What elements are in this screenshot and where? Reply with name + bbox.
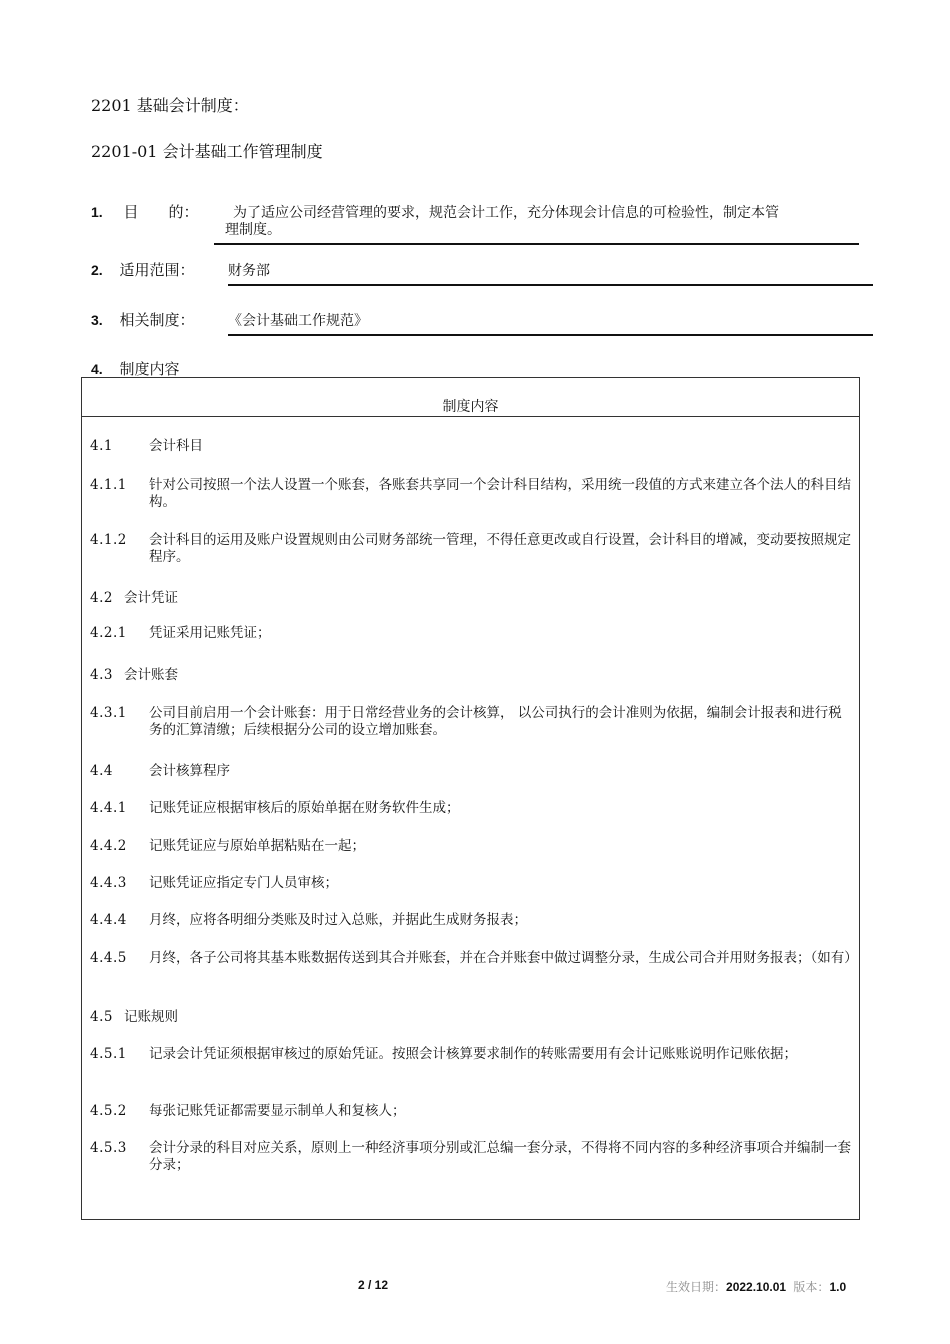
clause-number: 4.4 bbox=[90, 763, 113, 779]
table-row bbox=[90, 875, 852, 892]
table-row bbox=[90, 838, 852, 855]
clause-text: 凭证采用记账凭证； bbox=[149, 625, 271, 641]
section-label: 制度内容 bbox=[119, 360, 180, 378]
clause-text: 会计分录的科目对应关系，原则上一种经济事项分别或汇总编一套分录，不得将不同内容的多种经济事项合并编制一套分录； bbox=[149, 1140, 851, 1173]
section-4 bbox=[91, 358, 179, 379]
table-row bbox=[90, 477, 852, 511]
clause-number: 4.5.2 bbox=[90, 1103, 127, 1119]
clause-text: 会计科目的运用及账户设置规则由公司财务部统一管理，不得任意更改或自行设置，会计科目的增减，变动要按照规定程序。 bbox=[149, 532, 851, 565]
section-number: 1. bbox=[91, 204, 103, 220]
clause-number: 4.3 bbox=[90, 667, 113, 683]
section-number: 2. bbox=[91, 262, 103, 278]
clause-number: 4.1.2 bbox=[90, 532, 127, 548]
underline-rule bbox=[214, 243, 859, 245]
clause-number: 4.4.4 bbox=[90, 912, 127, 928]
clause-text: 记账凭证应指定专门人员审核； bbox=[149, 875, 338, 891]
clause-number: 4.4.3 bbox=[90, 875, 127, 891]
document-heading: 2201 基础会计制度： bbox=[91, 96, 249, 115]
table-row bbox=[90, 912, 852, 929]
purpose-text-line2: 理制度。 bbox=[225, 222, 281, 238]
footer-meta bbox=[666, 1278, 846, 1295]
section-3 bbox=[91, 309, 194, 330]
clause-text: 月终，各子公司将其基本账数据传送到其合并账套，并在合并账套中做过调整分录，生成公司合并用财务报表；（如有） bbox=[149, 950, 858, 966]
page-number: 2 / 12 bbox=[358, 1278, 389, 1292]
effective-date-label: 生效日期： bbox=[666, 1280, 727, 1294]
table-row bbox=[90, 438, 852, 455]
section-1 bbox=[91, 201, 198, 222]
clause-text: 会计科目 bbox=[149, 438, 203, 454]
clause-number: 4.4.1 bbox=[90, 800, 127, 816]
table-row bbox=[90, 590, 852, 607]
clause-number: 4.2.1 bbox=[90, 625, 127, 641]
clause-number: 4.5.1 bbox=[90, 1046, 127, 1062]
section-label: 目 的： bbox=[123, 203, 199, 221]
policy-title: 2201-01 会计基础工作管理制度 bbox=[91, 142, 323, 161]
clause-text: 针对公司按照一个法人设置一个账套，各账套共享同一个会计科目结构，采用统一段值的方式来建立各个法人的科目结构。 bbox=[149, 477, 851, 510]
table-row bbox=[90, 625, 852, 642]
clause-number: 4.5.3 bbox=[90, 1140, 127, 1156]
clause-number: 4.4.2 bbox=[90, 838, 127, 854]
purpose-text-line1: 为了适应公司经营管理的要求，规范会计工作，充分体现会计信息的可检验性，制定本管 bbox=[233, 205, 779, 221]
content-table bbox=[81, 377, 860, 1220]
clause-text: 会计核算程序 bbox=[149, 763, 230, 779]
table-row bbox=[90, 800, 852, 817]
effective-date: 2022.10.01 bbox=[726, 1280, 787, 1294]
underline-rule bbox=[228, 284, 873, 286]
clause-text: 月终，应将各明细分类账及时过入总账，并据此生成财务报表； bbox=[149, 912, 527, 928]
clause-number: 4.1.1 bbox=[90, 477, 127, 493]
scope-value: 财务部 bbox=[228, 263, 270, 279]
clause-text: 公司目前启用一个会计账套：用于日常经营业务的会计核算， 以公司执行的会计准则为依据，编制会计报表和进行税务的汇算清缴；后续根据分公司的设立增加账套。 bbox=[149, 705, 842, 738]
table-header: 制度内容 bbox=[82, 378, 859, 417]
clause-number: 4.3.1 bbox=[90, 705, 127, 721]
clause-number: 4.5 bbox=[90, 1009, 113, 1025]
section-label: 相关制度： bbox=[119, 311, 195, 329]
table-row bbox=[90, 532, 852, 566]
table-row bbox=[90, 950, 858, 967]
clause-text: 记账规则 bbox=[124, 1009, 178, 1025]
clause-text: 记账凭证应根据审核后的原始单据在财务软件生成； bbox=[149, 800, 460, 816]
section-label: 适用范围： bbox=[119, 261, 195, 279]
table-row bbox=[90, 1009, 852, 1026]
table-row bbox=[90, 763, 852, 780]
section-number: 3. bbox=[91, 312, 103, 328]
clause-text: 会计账套 bbox=[124, 667, 178, 683]
clause-text: 每张记账凭证都需要显示制单人和复核人； bbox=[149, 1103, 406, 1119]
clause-number: 4.2 bbox=[90, 590, 113, 606]
table-row bbox=[90, 667, 852, 684]
table-row bbox=[90, 1046, 852, 1063]
clause-number: 4.1 bbox=[90, 438, 113, 454]
clause-text: 记录会计凭证须根据审核过的原始凭证。按照会计核算要求制作的转账需要用有会计记账账说明作记账依据； bbox=[149, 1046, 797, 1062]
clause-text: 记账凭证应与原始单据粘贴在一起； bbox=[149, 838, 365, 854]
section-number: 4. bbox=[91, 361, 103, 377]
section-2 bbox=[91, 259, 194, 280]
underline-rule bbox=[228, 334, 873, 336]
table-row bbox=[90, 1140, 852, 1174]
clause-text: 会计凭证 bbox=[124, 590, 178, 606]
related-policy-value: 《会计基础工作规范》 bbox=[228, 313, 368, 329]
version-label: 版本： bbox=[793, 1280, 830, 1294]
table-row bbox=[90, 705, 852, 739]
table-row bbox=[90, 1103, 852, 1120]
version-number: 1.0 bbox=[829, 1280, 847, 1294]
clause-number: 4.4.5 bbox=[90, 950, 127, 966]
